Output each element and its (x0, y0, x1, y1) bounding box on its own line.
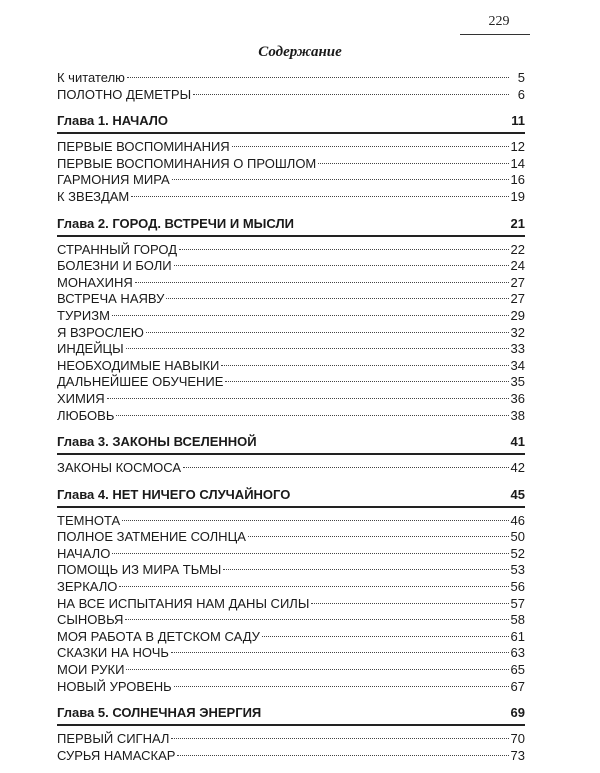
entry-page: 36 (510, 390, 525, 406)
entry-page: 27 (510, 274, 525, 290)
chapter-rule (57, 235, 525, 237)
dot-leader (126, 669, 508, 670)
dot-leader (107, 398, 509, 399)
entry-page: 65 (510, 662, 525, 678)
toc-entry[interactable] (57, 529, 525, 546)
toc-entry[interactable] (57, 596, 525, 613)
entry-page: 46 (510, 512, 525, 528)
chapter-section (57, 112, 525, 205)
chapter-heading[interactable] (57, 704, 525, 722)
dot-leader (232, 146, 509, 147)
entry-page: 5 (517, 70, 525, 85)
entry-page: 56 (510, 579, 525, 595)
entry-page: 67 (510, 678, 525, 694)
entry-title: СКАЗКИ НА НОЧЬ (57, 645, 169, 661)
entry-page: 35 (510, 374, 525, 390)
toc-entry[interactable] (57, 275, 525, 292)
chapter-page: 69 (510, 705, 525, 721)
toc-entry[interactable] (57, 460, 525, 477)
entry-title: МОИ РУКИ (57, 662, 125, 678)
page-number: 229 (488, 14, 510, 29)
toc-entry[interactable] (57, 374, 525, 391)
chapter-page: 45 (510, 486, 525, 502)
entry-page: 52 (510, 545, 525, 561)
entry-page: 73 (510, 747, 525, 763)
entry-page: 33 (510, 341, 525, 357)
entry-title: Я ВЗРОСЛЕЮ (57, 324, 144, 340)
dot-leader (221, 365, 508, 366)
dot-leader (311, 603, 508, 604)
toc-entry[interactable] (57, 546, 525, 563)
chapter-page: 21 (510, 215, 525, 231)
entry-title: НАЧАЛО (57, 545, 111, 561)
entry-page: 14 (510, 155, 525, 171)
dot-leader (177, 755, 508, 756)
toc-entry[interactable] (57, 662, 525, 679)
entry-title: ПЕРВЫЕ ВОСПОМИНАНИЯ (57, 139, 230, 155)
entry-page: 27 (510, 291, 525, 307)
toc-entry[interactable] (57, 391, 525, 408)
chapter-heading[interactable] (57, 433, 525, 451)
dot-leader (146, 332, 509, 333)
toc-entry[interactable] (57, 156, 525, 173)
entry-page: 58 (510, 612, 525, 628)
entry-page: 22 (510, 241, 525, 257)
toc-title: Содержание (258, 44, 342, 60)
dot-leader (172, 179, 509, 180)
dot-leader (174, 265, 509, 266)
entry-title: МОНАХИНЯ (57, 274, 133, 290)
dot-leader (318, 163, 508, 164)
dot-leader (179, 249, 508, 250)
entry-page: 42 (510, 460, 525, 476)
entry-title: СУРЬЯ НАМАСКАР (57, 747, 176, 763)
toc-entry[interactable] (57, 308, 525, 325)
toc-intro (57, 70, 525, 103)
toc-entry[interactable] (57, 513, 525, 530)
toc-entry[interactable] (57, 629, 525, 646)
toc-entry[interactable] (57, 562, 525, 579)
entry-title: СТРАННЫЙ ГОРОД (57, 241, 178, 257)
chapter-section (57, 704, 525, 764)
entry-page: 34 (510, 357, 525, 373)
entry-title: ПОМОЩЬ ИЗ МИРА ТЬМЫ (57, 562, 222, 578)
toc-entry[interactable] (57, 70, 525, 87)
entry-page: 70 (510, 731, 525, 747)
toc-entry[interactable] (57, 731, 525, 748)
entry-page: 57 (510, 595, 525, 611)
chapter-rule (57, 132, 525, 134)
chapter-section (57, 215, 525, 425)
toc-entry[interactable] (57, 579, 525, 596)
dot-leader (119, 586, 508, 587)
dot-leader (183, 467, 508, 468)
table-of-contents (57, 70, 525, 773)
dot-leader (112, 553, 508, 554)
chapter-rule (57, 506, 525, 508)
dot-leader (127, 77, 509, 78)
toc-entry[interactable] (57, 87, 525, 104)
entry-title: К ЗВЕЗДАМ (57, 188, 130, 204)
toc-entry[interactable] (57, 679, 525, 696)
chapter-section (57, 433, 525, 477)
entry-page: 32 (510, 324, 525, 340)
entry-page: 12 (510, 139, 525, 155)
toc-entry[interactable] (57, 139, 525, 156)
dot-leader (135, 282, 509, 283)
toc-entry[interactable] (57, 242, 525, 259)
dot-leader (131, 196, 508, 197)
dot-leader (126, 348, 509, 349)
entry-title: ТЕМНОТА (57, 512, 121, 528)
chapter-rule (57, 453, 525, 455)
dot-leader (166, 298, 508, 299)
chapter-page: 41 (510, 434, 525, 450)
entry-title: ИНДЕЙЦЫ (57, 341, 124, 357)
dot-leader (248, 536, 509, 537)
dot-leader (171, 652, 509, 653)
toc-entry[interactable] (57, 291, 525, 308)
toc-entry[interactable] (57, 408, 525, 425)
dot-leader (116, 415, 508, 416)
entry-page: 16 (510, 172, 525, 188)
chapter-heading[interactable] (57, 112, 525, 130)
chapter-rule (57, 724, 525, 726)
entry-title: К читателю (57, 70, 125, 85)
entry-page: 24 (510, 258, 525, 274)
entry-title: ХИМИЯ (57, 390, 105, 406)
toc-entry[interactable] (57, 358, 525, 375)
dot-leader (174, 686, 509, 687)
entry-title: ЗАКОНЫ КОСМОСА (57, 460, 182, 476)
entry-title: ПОЛНОЕ ЗАТМЕНИЕ СОЛНЦА (57, 529, 246, 545)
dot-leader (122, 520, 508, 521)
entry-page: 63 (510, 645, 525, 661)
header-rule (460, 34, 530, 35)
entry-page: 53 (510, 562, 525, 578)
dot-leader (125, 619, 508, 620)
chapter-page: 11 (511, 113, 525, 129)
dot-leader (171, 738, 508, 739)
entry-title: ТУРИЗМ (57, 307, 110, 323)
toc-entry[interactable] (57, 341, 525, 358)
entry-title: ГАРМОНИЯ МИРА (57, 172, 170, 188)
entry-title: БОЛЕЗНИ И БОЛИ (57, 258, 172, 274)
entry-title: СЫНОВЬЯ (57, 612, 124, 628)
entry-page: 50 (510, 529, 525, 545)
entry-title: ДАЛЬНЕЙШЕЕ ОБУЧЕНИЕ (57, 374, 224, 390)
toc-entry[interactable] (57, 612, 525, 629)
chapter-title: Глава 1. НАЧАЛО (57, 113, 169, 129)
entry-page: 6 (517, 86, 525, 102)
toc-entry[interactable] (57, 189, 525, 206)
chapter-title: Глава 5. СОЛНЕЧНАЯ ЭНЕРГИЯ (57, 705, 262, 721)
chapter-title: Глава 4. НЕТ НИЧЕГО СЛУЧАЙНОГО (57, 486, 291, 502)
chapter-title: Глава 2. ГОРОД. ВСТРЕЧИ И МЫСЛИ (57, 215, 294, 231)
dot-leader (193, 94, 509, 95)
entry-title: ПЕРВЫЕ ВОСПОМИНАНИЯ О ПРОШЛОМ (57, 155, 317, 171)
entry-title: ПОЛОТНО ДЕМЕТРЫ (57, 86, 192, 102)
entry-title: ЛЮБОВЬ (57, 407, 115, 423)
entry-title: ВСТРЕЧА НАЯВУ (57, 291, 165, 307)
entry-title: МОЯ РАБОТА В ДЕТСКОМ САДУ (57, 628, 260, 644)
chapter-heading[interactable] (57, 215, 525, 233)
dot-leader (225, 381, 508, 382)
entry-page: 38 (510, 407, 525, 423)
chapter-section (57, 486, 525, 696)
entry-title: НА ВСЕ ИСПЫТАНИЯ НАМ ДАНЫ СИЛЫ (57, 595, 310, 611)
toc-entry[interactable] (57, 172, 525, 189)
entry-title: ЗЕРКАЛО (57, 579, 118, 595)
entry-page: 61 (510, 628, 525, 644)
entry-title: ПЕРВЫЙ СИГНАЛ (57, 731, 170, 747)
dot-leader (262, 636, 509, 637)
entry-page: 19 (510, 188, 525, 204)
toc-entry[interactable] (57, 748, 525, 765)
dot-leader (223, 569, 508, 570)
toc-entry[interactable] (57, 325, 525, 342)
chapter-heading[interactable] (57, 486, 525, 504)
chapter-title: Глава 3. ЗАКОНЫ ВСЕЛЕННОЙ (57, 434, 257, 450)
toc-entry[interactable] (57, 645, 525, 662)
toc-entry[interactable] (57, 258, 525, 275)
entry-title: НЕОБХОДИМЫЕ НАВЫКИ (57, 357, 220, 373)
dot-leader (112, 315, 509, 316)
entry-title: НОВЫЙ УРОВЕНЬ (57, 678, 172, 694)
entry-page: 29 (510, 307, 525, 323)
